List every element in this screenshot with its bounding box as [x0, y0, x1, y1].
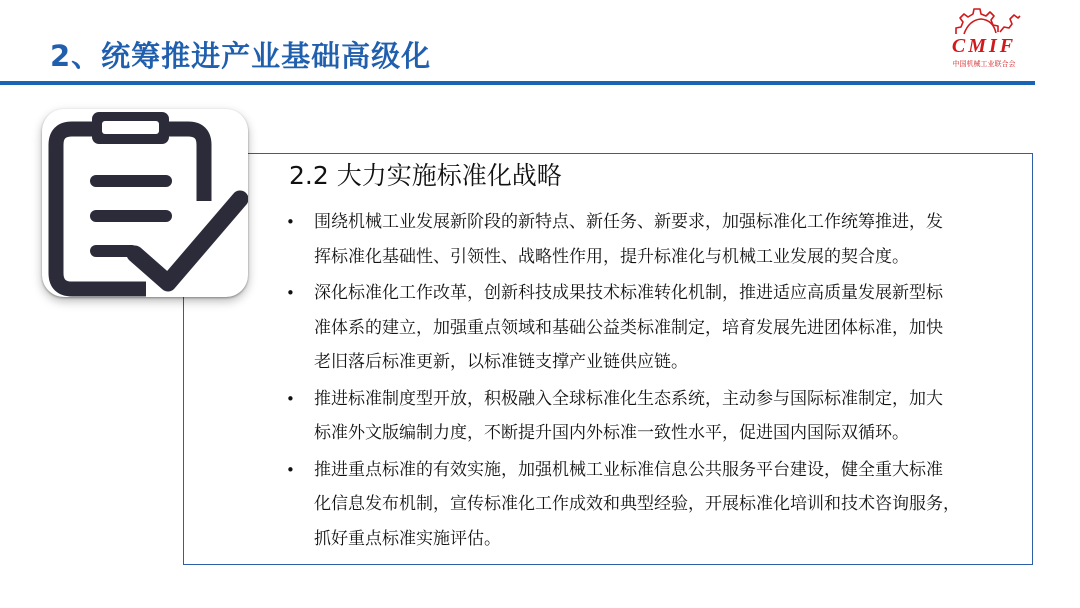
bullet-line: 推进标准制度型开放，积极融入全球标准化生态系统，主动参与国际标准制定，加大	[314, 388, 943, 409]
bullet-dot: •	[286, 389, 295, 408]
clipboard-tile	[42, 109, 248, 297]
bullet-line: 标准外文版编制力度，不断提升国内外标准一致性水平，促进国内国际双循环。	[314, 423, 909, 443]
bullet-line: 化信息发布机制，宣传标准化工作成效和典型经验，开展标准化培训和技术咨询服务，	[314, 494, 960, 514]
bullet-item	[284, 453, 1034, 557]
bullet-line: 老旧落后标准更新，以标准链支撑产业链供应链。	[314, 352, 688, 372]
bullet-item	[284, 205, 1034, 274]
bullet-line: 围绕机械工业发展新阶段的新特点、新任务、新要求，加强标准化工作统筹推进，发	[314, 212, 943, 232]
section-subtitle: 2.2 大力实施标准化战略	[289, 161, 562, 190]
bullet-dot: •	[286, 213, 295, 231]
bullet-line: 抓好重点标准实施评估。	[314, 528, 501, 549]
bullet-dot: •	[286, 460, 295, 479]
page-title: 2、统筹推进产业基础高级化	[50, 39, 432, 73]
logo-letters: CMIF	[951, 35, 1017, 57]
bullet-line: 推进重点标准的有效实施，加强机械工业标准信息公共服务平台建设，健全重大标准	[314, 459, 943, 480]
gear-icon	[934, 2, 1034, 60]
clipboard-checkmark-icon	[42, 109, 248, 297]
logo-caption: 中国机械工业联合会	[952, 60, 1016, 68]
bullet-item	[284, 276, 1034, 380]
bullet-line: 深化标准化工作改革，创新科技成果技术标准转化机制，推进适应高质量发展新型标	[314, 283, 943, 303]
cmif-logo	[934, 2, 1034, 78]
bullet-dot: •	[286, 284, 295, 302]
bullet-line: 挥标准化基础性、引领性、战略性作用，提升标准化与机械工业发展的契合度。	[314, 246, 909, 267]
bullet-list	[284, 205, 1034, 558]
title-underline	[0, 81, 1035, 85]
bullet-line: 准体系的建立，加强重点领域和基础公益类标准制定，培育发展先进团体标准，加快	[314, 317, 943, 338]
bullet-item	[284, 382, 1034, 451]
